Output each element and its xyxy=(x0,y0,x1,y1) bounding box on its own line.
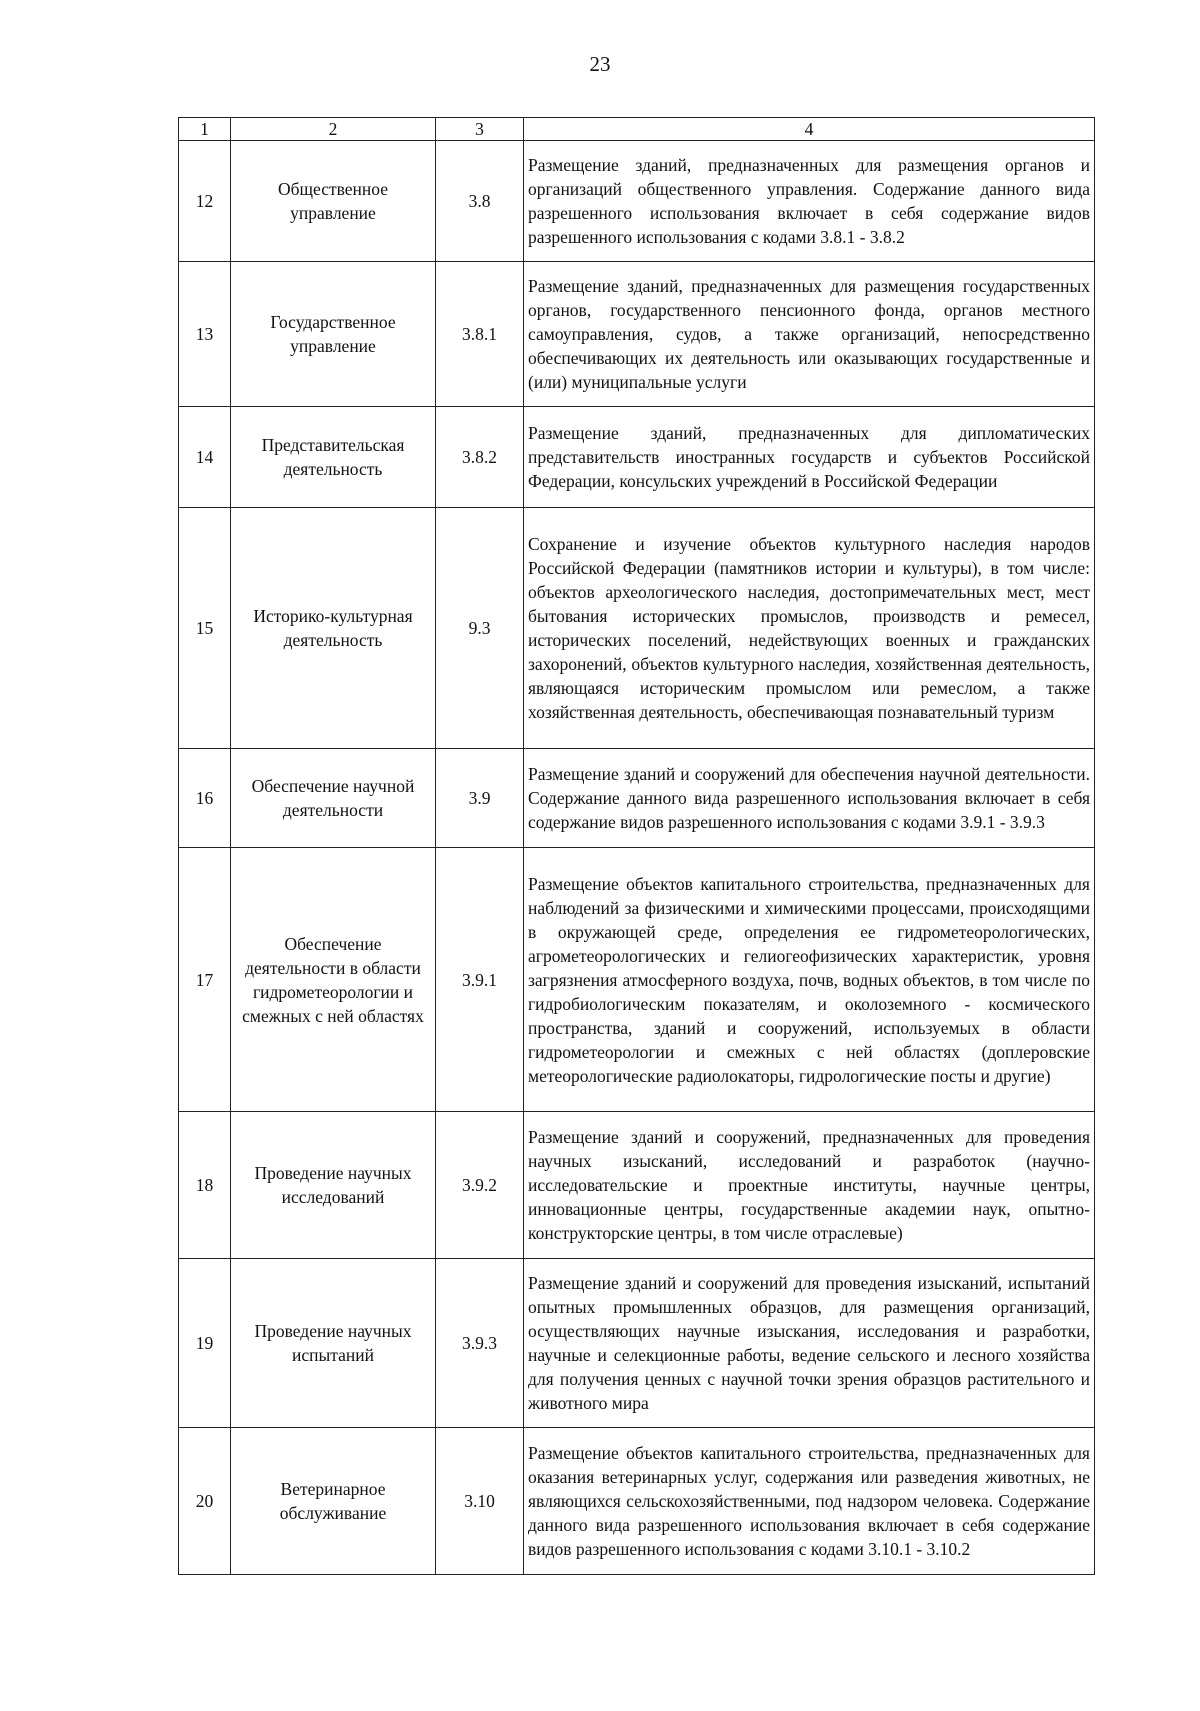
use-type-description: Размещение зданий и сооружений для обеспечения научной деятельности. Содержание данного вида разрешенного использования включает в себя содержание видов разрешенного использования с кодами 3.9.1 - 3.9.3 xyxy=(524,749,1095,848)
page-number: 23 xyxy=(589,52,611,76)
table-row xyxy=(179,262,1095,407)
use-type-description: Размещение объектов капитального строительства, предназначенных для наблюдений за физическими и химическими процессами, происходящими в окружающей среде, определения ее гидрометеорологических, агрометеорологических и гелиогеофизических характеристик, уровня загрязнения атмосферного воздуха, почв, водных объектов, в том числе по гидробиологическим показателям, и околоземного - космического пространства, зданий и сооружений, используемых в области гидрометеорологии и смежных с ней областях (доплеровские метеорологические радиолокаторы, гидрологические посты и другие) xyxy=(524,848,1095,1112)
use-type-description: Размещение зданий, предназначенных для дипломатических представительств иностранных государств и субъектов Российской Федерации, консульских учреждений в Российской Федерации xyxy=(524,407,1095,508)
use-type-name: Общественное управление xyxy=(231,141,436,262)
use-type-name: Историко-культурная деятельность xyxy=(231,508,436,749)
use-type-code: 3.8.1 xyxy=(436,262,524,407)
use-type-code: 3.10 xyxy=(436,1428,524,1575)
row-number: 17 xyxy=(179,848,231,1112)
land-use-table xyxy=(178,117,1095,1575)
row-number: 19 xyxy=(179,1259,231,1428)
row-number: 13 xyxy=(179,262,231,407)
use-type-description: Размещение зданий, предназначенных для размещения органов и организаций общественного управления. Содержание данного вида разрешенного использования включает в себя содержание видов разрешенного использования с кодами 3.8.1 - 3.8.2 xyxy=(524,141,1095,262)
use-type-description: Размещение зданий и сооружений, предназначенных для проведения научных изысканий, исследований и разработок (научно-исследовательские и проектные институты, научные центры, инновационные центры, государственные академии наук, опытно-конструкторские центры, в том числе отраслевые) xyxy=(524,1112,1095,1259)
use-type-code: 3.9.2 xyxy=(436,1112,524,1259)
table-row xyxy=(179,1112,1095,1259)
table-row xyxy=(179,749,1095,848)
use-type-code: 3.9 xyxy=(436,749,524,848)
table-row xyxy=(179,407,1095,508)
use-type-name: Обеспечение деятельности в области гидрометеорологии и смежных с ней областях xyxy=(231,848,436,1112)
table-row xyxy=(179,848,1095,1112)
use-type-description: Размещение объектов капитального строительства, предназначенных для оказания ветеринарных услуг, содержания или разведения животных, не являющихся сельскохозяйственными, под надзором человека. Содержание данного вида разрешенного использования включает в себя содержание видов разрешенного использования с кодами 3.10.1 - 3.10.2 xyxy=(524,1428,1095,1575)
header-cell-4: 4 xyxy=(524,118,1095,141)
use-type-name: Проведение научных испытаний xyxy=(231,1259,436,1428)
row-number: 18 xyxy=(179,1112,231,1259)
header-cell-2: 2 xyxy=(231,118,436,141)
row-number: 15 xyxy=(179,508,231,749)
table-row xyxy=(179,141,1095,262)
row-number: 16 xyxy=(179,749,231,848)
use-type-code: 3.8 xyxy=(436,141,524,262)
row-number: 12 xyxy=(179,141,231,262)
row-number: 20 xyxy=(179,1428,231,1575)
use-type-code: 9.3 xyxy=(436,508,524,749)
use-type-description: Размещение зданий и сооружений для проведения изысканий, испытаний опытных промышленных образцов, для размещения организаций, осуществляющих научные изыскания, исследования и разработки, научные и селекционные работы, ведение сельского и лесного хозяйства для получения ценных с научной точки зрения образцов растительного и животного мира xyxy=(524,1259,1095,1428)
table-row xyxy=(179,1259,1095,1428)
use-type-code: 3.8.2 xyxy=(436,407,524,508)
use-type-name: Государственное управление xyxy=(231,262,436,407)
header-cell-3: 3 xyxy=(436,118,524,141)
table-row xyxy=(179,1428,1095,1575)
use-type-code: 3.9.3 xyxy=(436,1259,524,1428)
use-type-code: 3.9.1 xyxy=(436,848,524,1112)
use-type-name: Представительская деятельность xyxy=(231,407,436,508)
use-type-description: Сохранение и изучение объектов культурного наследия народов Российской Федерации (памятников истории и культуры), в том числе: объектов археологического наследия, достопримечательных мест, мест бытования исторических промыслов, производств и ремесел, исторических поселений, недействующих военных и гражданских захоронений, объектов культурного наследия, хозяйственная деятельность, являющаяся историческим промыслом или ремеслом, а также хозяйственная деятельность, обеспечивающая познавательный туризм xyxy=(524,508,1095,749)
use-type-name: Обеспечение научной деятельности xyxy=(231,749,436,848)
header-cell-1: 1 xyxy=(179,118,231,141)
row-number: 14 xyxy=(179,407,231,508)
table-header-row xyxy=(179,118,1095,141)
table-row xyxy=(179,508,1095,749)
use-type-name: Проведение научных исследований xyxy=(231,1112,436,1259)
use-type-description: Размещение зданий, предназначенных для размещения государственных органов, государственного пенсионного фонда, органов местного самоуправления, судов, а также организаций, непосредственно обеспечивающих их деятельность или оказывающих государственные и (или) муниципальные услуги xyxy=(524,262,1095,407)
use-type-name: Ветеринарное обслуживание xyxy=(231,1428,436,1575)
